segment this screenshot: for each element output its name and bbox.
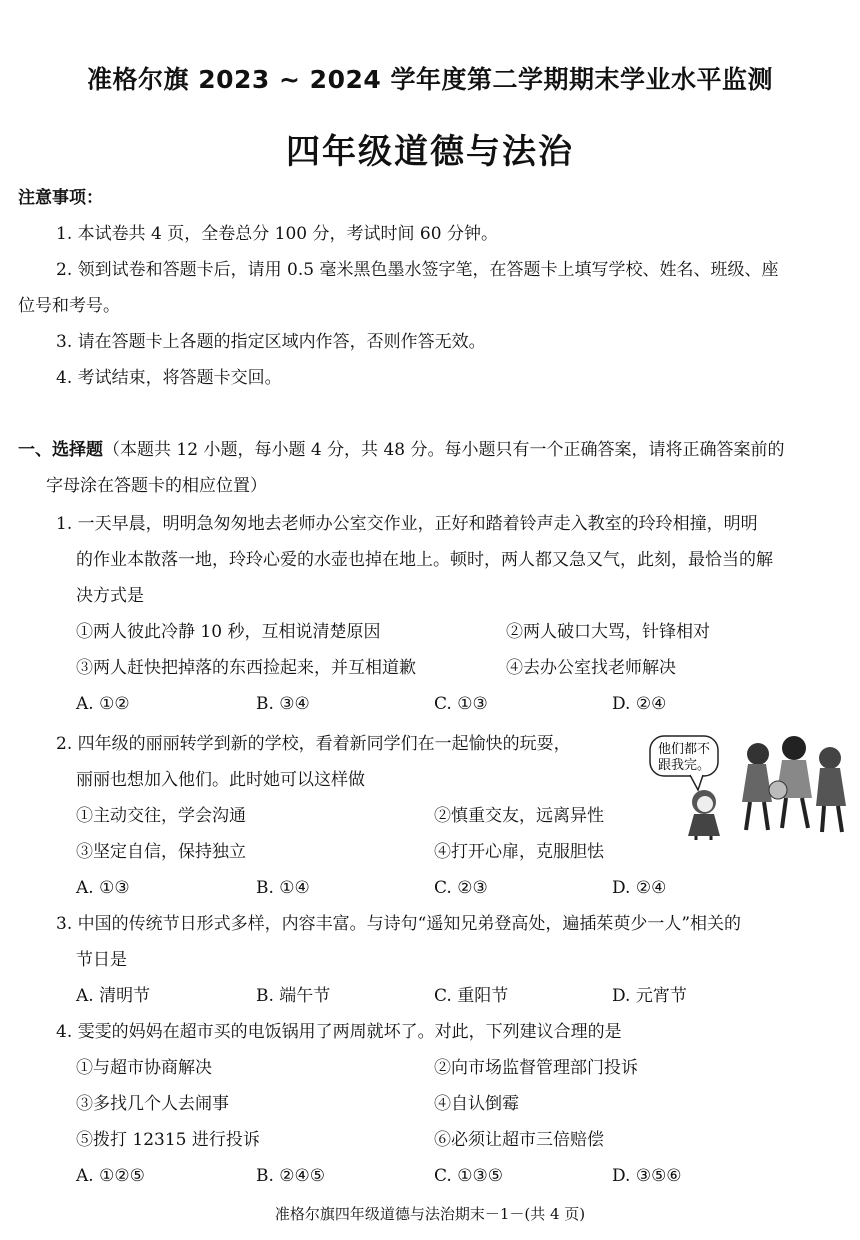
q3-option-d: D. 元宵节 bbox=[612, 986, 687, 1006]
q2-stem-line2: 丽丽也想加入他们。此时她可以这样做 bbox=[76, 770, 365, 790]
note-item-2-cont: 位号和考号。 bbox=[18, 296, 120, 316]
q1-stem-line3: 决方式是 bbox=[76, 586, 144, 606]
q2-item-3: ③坚定自信，保持独立 bbox=[76, 842, 246, 862]
q1-item-3: ③两人赶快把掉落的东西捡起来，并互相道歉 bbox=[76, 658, 416, 678]
note-item-1: 1. 本试卷共 4 页，全卷总分 100 分，考试时间 60 分钟。 bbox=[56, 224, 498, 244]
q1-option-b: B. ③④ bbox=[256, 694, 310, 714]
q1-option-d: D. ②④ bbox=[612, 694, 667, 714]
q2-stem-line1: 2. 四年级的丽丽转学到新的学校，看着新同学们在一起愉快的玩耍， bbox=[56, 734, 571, 754]
subject-title: 四年级道德与法治 bbox=[286, 132, 574, 172]
q4-option-c: C. ①③⑤ bbox=[434, 1166, 503, 1186]
q4-item-2: ②向市场监督管理部门投诉 bbox=[434, 1058, 638, 1078]
section-desc-cont: 字母涂在答题卡的相应位置） bbox=[46, 476, 267, 496]
q3-option-b: B. 端午节 bbox=[256, 986, 331, 1006]
exam-title: 准格尔旗 2023 ~ 2024 学年度第二学期期末学业水平监测 bbox=[87, 65, 773, 94]
q2-option-a: A. ①③ bbox=[76, 878, 130, 898]
q2-item-4: ④打开心扉，克服胆怯 bbox=[434, 842, 604, 862]
q3-option-a: A. 清明节 bbox=[76, 986, 151, 1006]
page-footer: 准格尔旗四年级道德与法治期末－1－(共 4 页) bbox=[274, 1205, 586, 1223]
q4-option-d: D. ③⑤⑥ bbox=[612, 1166, 682, 1186]
q3-option-c: C. 重阳节 bbox=[434, 986, 509, 1006]
q4-option-a: A. ①②⑤ bbox=[76, 1166, 145, 1186]
section-header bbox=[18, 438, 785, 462]
girl-figure bbox=[688, 790, 720, 840]
q4-option-b: B. ②④⑤ bbox=[256, 1166, 326, 1186]
q2-option-d: D. ②④ bbox=[612, 878, 667, 898]
q1-item-1: ①两人彼此冷静 10 秒，互相说清楚原因 bbox=[76, 622, 381, 642]
q2-cartoon-illustration bbox=[648, 732, 848, 840]
note-item-4: 4. 考试结束，将答题卡交回。 bbox=[56, 368, 282, 388]
q1-stem-line2: 的作业本散落一地，玲玲心爱的水壶也掉在地上。顿时，两人都又急又气，此刻，最恰当的解 bbox=[76, 550, 773, 570]
q1-item-4: ④去办公室找老师解决 bbox=[506, 658, 676, 678]
q4-item-5: ⑤拨打 12315 进行投诉 bbox=[76, 1130, 260, 1150]
q4-stem-line1: 4. 雯雯的妈妈在超市买的电饭锅用了两周就坏了。对此，下列建议合理的是 bbox=[56, 1022, 622, 1042]
q4-item-3: ③多找几个人去闹事 bbox=[76, 1094, 229, 1114]
q4-item-1: ①与超市协商解决 bbox=[76, 1058, 212, 1078]
q1-stem-line1: 1. 一天早晨，明明急匆匆地去老师办公室交作业，正好和踏着铃声走入教室的玲玲相撞，明明 bbox=[56, 514, 758, 534]
q2-item-1: ①主动交往，学会沟通 bbox=[76, 806, 246, 826]
section-desc: （本题共 12 小题，每小题 4 分，共 48 分。每小题只有一个正确答案，请将正确答案前的 bbox=[103, 440, 785, 460]
bubble-text-line2: 跟我完。 bbox=[657, 758, 711, 773]
q2-item-2: ②慎重交友，远离异性 bbox=[434, 806, 604, 826]
q4-item-6: ⑥必须让超市三倍赔偿 bbox=[434, 1130, 604, 1150]
section-label: 一、选择题 bbox=[18, 440, 103, 460]
q2-option-b: B. ①④ bbox=[256, 878, 310, 898]
kids-group-figure bbox=[742, 736, 846, 832]
q4-item-4: ④自认倒霉 bbox=[434, 1094, 519, 1114]
q3-stem-line2: 节日是 bbox=[76, 950, 127, 970]
note-item-3: 3. 请在答题卡上各题的指定区域内作答，否则作答无效。 bbox=[56, 332, 486, 352]
q1-option-c: C. ①③ bbox=[434, 694, 488, 714]
q1-option-a: A. ①② bbox=[76, 694, 130, 714]
q3-stem-line1: 3. 中国的传统节日形式多样，内容丰富。与诗句“遥知兄弟登高处，遍插茱萸少一人”相关的 bbox=[56, 914, 742, 934]
note-item-2: 2. 领到试卷和答题卡后，请用 0.5 毫米黑色墨水签字笔，在答题卡上填写学校、姓名、班级、座 bbox=[56, 260, 779, 280]
notes-heading: 注意事项： bbox=[18, 188, 103, 208]
q1-item-2: ②两人破口大骂，针锋相对 bbox=[506, 622, 710, 642]
q2-option-c: C. ②③ bbox=[434, 878, 488, 898]
bubble-text-line1: 他们都不 bbox=[657, 742, 711, 757]
